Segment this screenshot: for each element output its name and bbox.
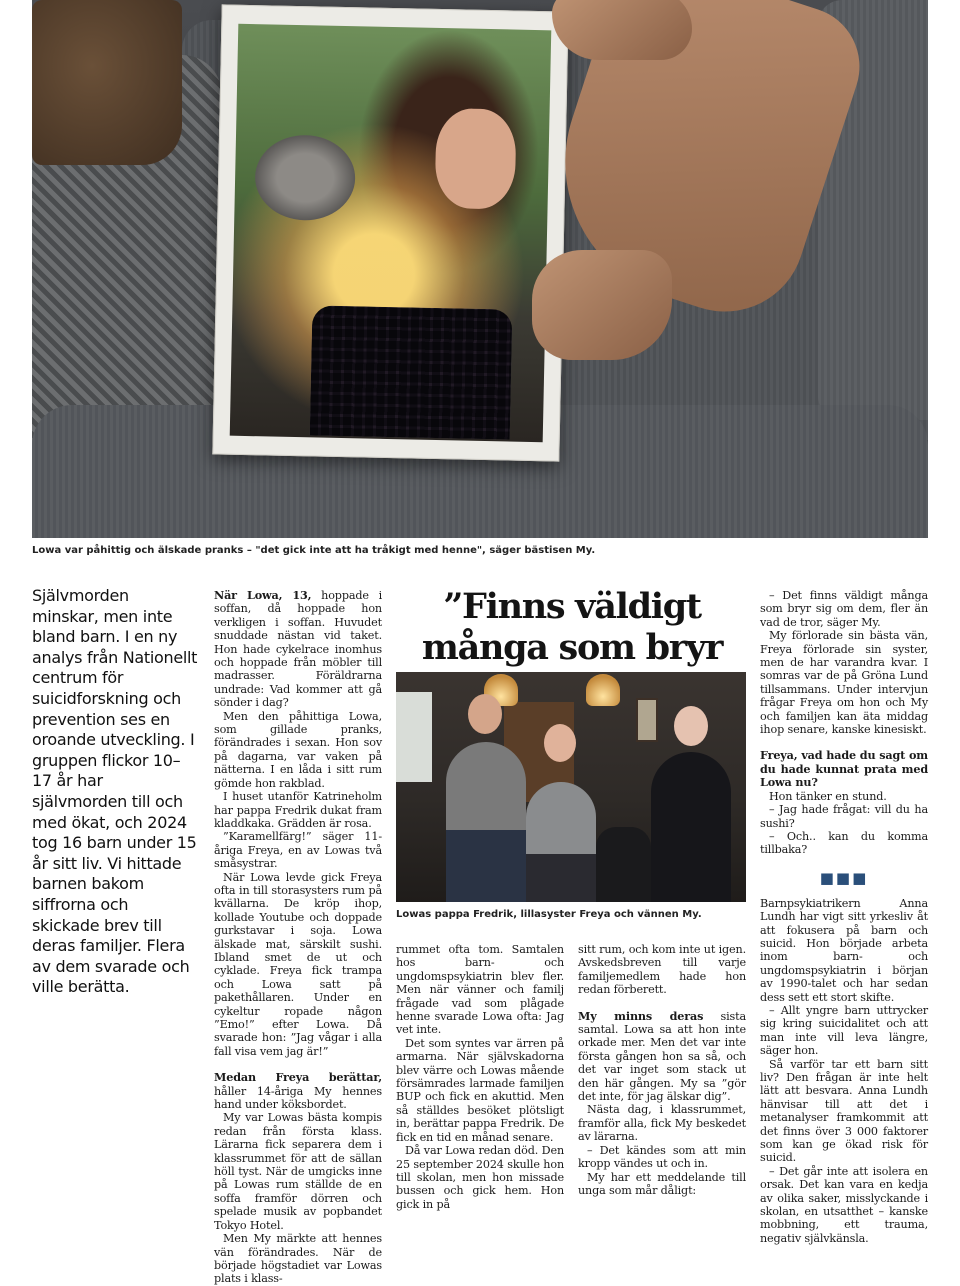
hero-photo — [32, 0, 928, 538]
wall-frame — [636, 698, 658, 742]
article-column-2 — [396, 943, 564, 1211]
paragraph: – Jag hade frågat: vill du ha sushi? — [760, 803, 928, 830]
paragraph: – Det går inte att isolera en orsak. Det kan vara en kedja av olika saker, misslyckande i skolan, en utsatthet – kanske mobbning, ett trauma, negativ självkänsla. — [760, 1164, 928, 1245]
lead-in: My minns deras — [578, 1008, 704, 1023]
article-column-1 — [214, 589, 382, 1286]
paragraph: sitt rum, och kom inte ut igen. Avskedsbreven till varje familjemedlem hade hon redan förberett. — [578, 943, 746, 997]
section-break-mark: ■■■ — [819, 868, 869, 887]
paragraph: När Lowa levde gick Freya ofta in till storasysters rum på kvällarna. De kröp ihop, kollade Youtube och doppade gurkstavar i soja. Lowa älskade mat, särskilt sushi. Ibland smet de ut och cyklade. Freya fick trampa och Lowa satt på pakethållaren. Under en cykeltur ropade någon ”Emo!” efter Lowa. Då svarade hon: ”Jag vågar i alla fall visa vem jag är!” — [214, 870, 382, 1058]
paragraph-text: sista samtal. Lowa sa att hon inte orkade mer. Men det var inte första gången hon sa så, och det var inget som stack ut den här gången. My sa ”gör det inte, för jag älskar dig”. — [578, 1009, 746, 1104]
hand-top — [552, 0, 692, 60]
paragraph: – Allt yngre barn uttrycker sig kring suicidalitet och att man inte vill leva längre, säger hon. — [760, 1003, 928, 1058]
person-fredrik — [446, 742, 526, 902]
paragraph: Det som syntes var ärren på armarna. När självskadorna blev värre och Lowas mående försämrades larmade familjen BUP och fick en akuttid. Men så ställdes besöket plötsligt in, berättar pappa Fredrik. De fick en tid en månad senare. — [396, 1036, 564, 1144]
person-freya — [526, 782, 596, 902]
head — [468, 694, 502, 734]
paragraph: My har ett meddelande till unga som mår dåligt: — [578, 1170, 746, 1197]
paragraph: Då var Lowa redan död. Den 25 september 2024 skulle hon till skolan, men hon missade bussen och gick hem. Hon gick in på — [396, 1144, 564, 1211]
paragraph: rummet ofta tom. Samtalen hos barn- och ungdomspsykiatrin blev fler. Men när vänner och familj frågade vad som plågade henne svarade Lowa ofta: Jag vet inte. — [396, 943, 564, 1037]
paragraph: Så varför tar ett barn sitt liv? Den frågan är inte helt lätt att besvara. Anna Lundh hänvisar till att det i metanalyser framkommit att det finns över 3 000 faktorer som kan ge ökad risk för suicid. — [760, 1057, 928, 1165]
person-my — [651, 752, 731, 902]
head — [544, 724, 576, 762]
paragraph: My var Lowas bästa kompis redan från första klass. Lärarna fick separera dem i klassrummet för att de sällan höll tyst. När de umgicks inne på Lowas rum ställde de en soffa framför dörren och spelade musik av popbandet Tokyo Hotel. — [214, 1111, 382, 1232]
holding-hand — [532, 250, 672, 360]
head — [674, 706, 708, 746]
window — [396, 692, 432, 782]
family-photo — [396, 672, 746, 902]
paragraph-text: håller 14-åriga My hennes hand under köksbordet. — [214, 1084, 382, 1112]
paragraph — [578, 1010, 746, 1104]
lead-in: När Lowa, 13, — [214, 588, 312, 602]
article-column-4 — [760, 589, 928, 1245]
paragraph — [214, 1071, 382, 1111]
paragraph: Nästa dag, i klassrummet, framför alla, fick My beskedet av lärarna. — [578, 1103, 746, 1144]
paragraph: Men My märkte att hennes vän förändrades. När de började högstadiet var Lowas plats i klass- — [214, 1232, 382, 1286]
brown-cushion — [32, 0, 182, 165]
family-caption: Lowas pappa Fredrik, lillasyster Freya och vännen My. — [396, 909, 702, 920]
girl-face — [435, 108, 517, 210]
chair — [596, 827, 651, 902]
pendant-lamp — [586, 674, 620, 706]
lead-in: Medan Freya berättar, — [214, 1070, 382, 1085]
paragraph: – Det finns väldigt många som bryr sig om dem, fler än vad de tror, säger My. — [760, 589, 928, 629]
paragraph: Barnpsykiatrikern Anna Lundh har vigt sitt yrkesliv åt att fokusera på barn och suicid. Hon började arbeta inom barn- och ungdomspsykiatrin i början av 1990-talet och har sedan dess sett ett stort skifte. — [760, 896, 928, 1004]
paragraph: Men den påhittiga Lowa, som gillade pranks, förändrades i sexan. Hon sov på dagarna, var vaken på nätterna. I en låda i sitt rum gömde hon rakblad. — [214, 709, 382, 790]
paragraph: Hon tänker en stund. — [769, 789, 887, 803]
paragraph: I huset utanför Katrineholm har pappa Fredrik dukat fram kladdkaka. Grädden är rosa. — [214, 790, 382, 830]
cat — [254, 134, 356, 221]
paragraph: – Det kändes som att min kropp vändes ut och in. — [578, 1143, 746, 1171]
paragraph: My förlorade sin bästa vän, Freya förlorade sin syster, men de har varandra kvar. I somras var de på Gröna Lund tillsammans. Under intervjun frågar Freya om hon och My och familjen kan äta middag ihop senare, kanske kinesiskt. — [760, 629, 928, 737]
hero-caption: Lowa var påhittig och älskade pranks – "det gick inte att ha tråkigt med henne", säger bästisen My. — [32, 545, 596, 556]
paragraph-text: hoppade i soffan, då hoppade hon verkligen i soffan. Huvudet snuddade nästan vid taket. Hon hade cykelrace inomhus och hoppade från möbler till madrasser. Föräldrarna undrade: Vad kommer att gå sönder i dag? — [214, 589, 382, 710]
article-column-3 — [578, 943, 746, 1197]
paragraph — [214, 589, 382, 710]
portrait-of-lowa — [230, 24, 552, 442]
paragraph: – Och.. kan du komma tillbaka? — [760, 829, 928, 857]
intro-text: Självmorden minskar, men inte bland barn. I en ny analys från Nationellt centrum för suicidforskning och prevention ses en oroande utveckling. I gruppen flickor 10–17 år har självmorden till och med ökat, och 2024 tog 16 barn under 15 år sitt liv. Vi hittade barnen bakom siffrorna och skickade brev till deras familjer. Flera av dem svarade och ville berätta. — [32, 586, 198, 997]
headline: ”Finns väldigt många som bryr — [421, 586, 723, 668]
plaid-clothing — [310, 305, 513, 439]
interview-question: Freya, vad hade du sagt om du hade kunnat prata med Lowa nu? — [760, 748, 928, 790]
framed-portrait — [212, 4, 568, 461]
paragraph: ”Karamellfärg!” säger 11-åriga Freya, en av Lowas två småsystrar. — [214, 830, 382, 871]
